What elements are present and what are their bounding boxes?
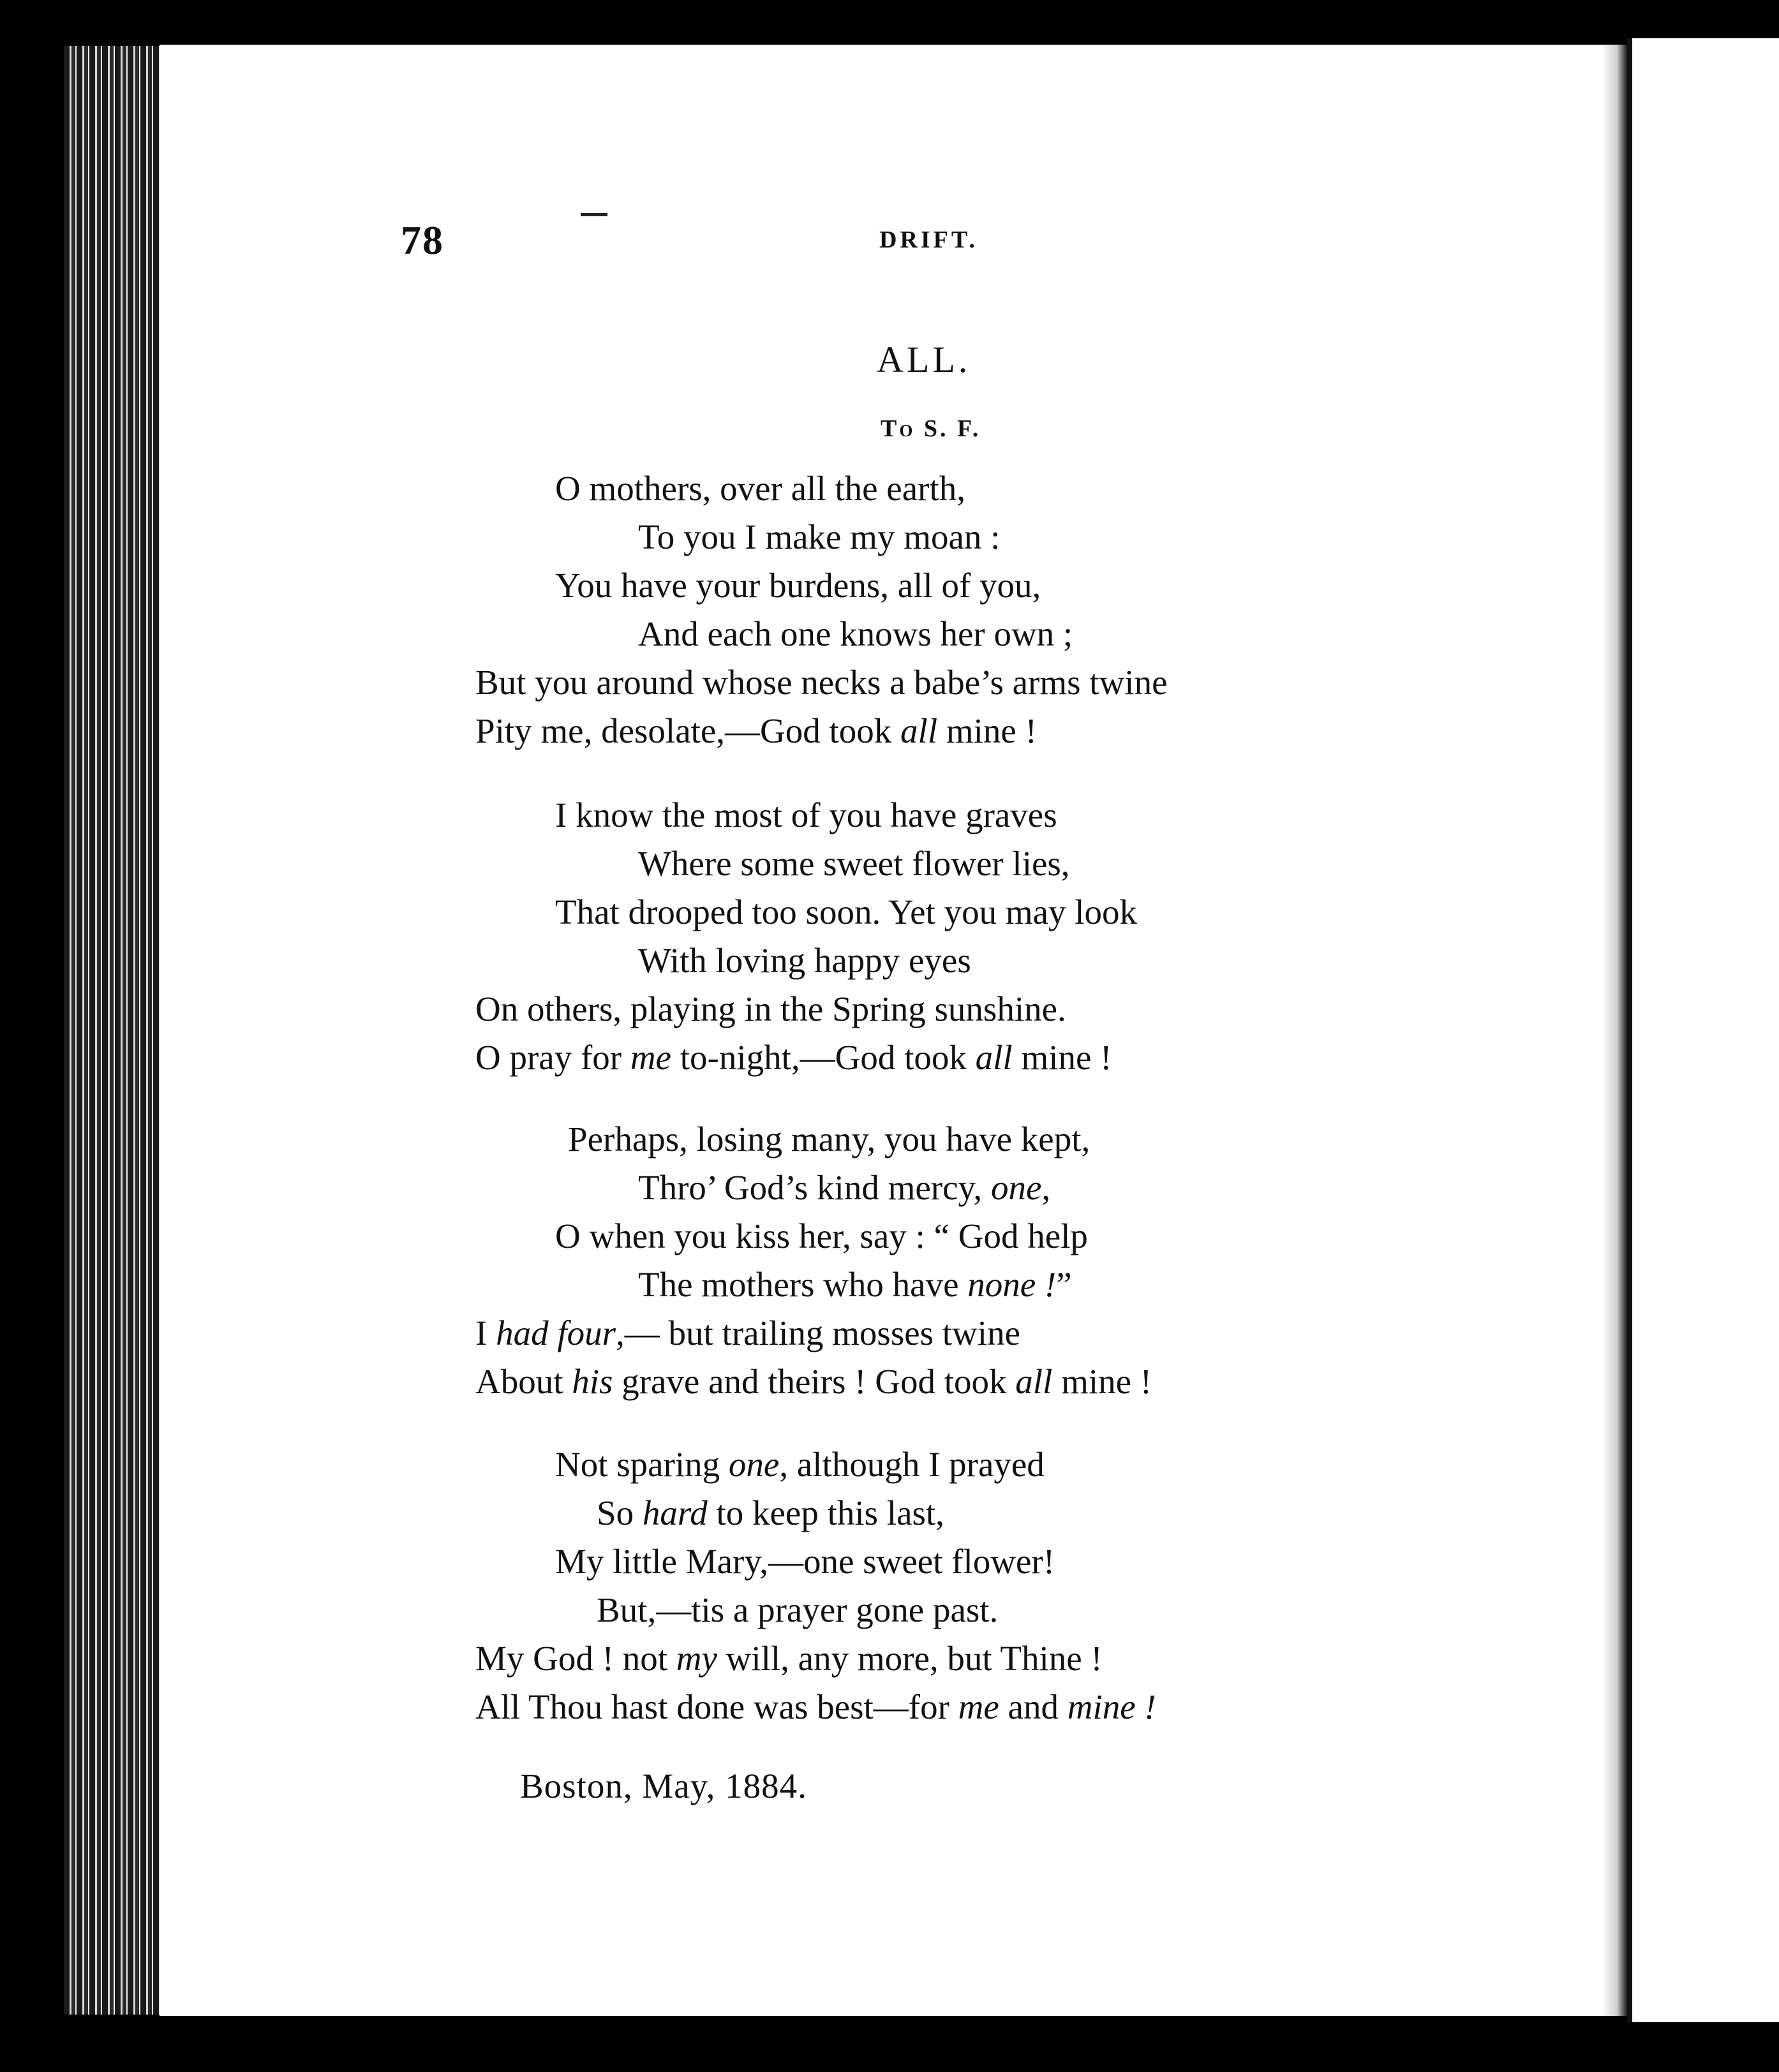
poem-line: Thro’ God’s kind mercy, one,: [638, 1168, 1051, 1207]
poem-line: O when you kiss her, say : “ God help: [555, 1217, 1088, 1255]
poem-line: I had four,— but trailing mosses twine: [475, 1314, 1020, 1352]
poem-line: All Thou hast done was best—for me and mine !: [475, 1687, 1156, 1726]
poem-dedication: To S. F.: [881, 415, 981, 442]
poem-line: I know the most of you have graves: [555, 796, 1057, 834]
poem-line: Not sparing one, although I prayed: [555, 1445, 1045, 1484]
poem-line: With loving happy eyes: [638, 941, 971, 980]
page-number: 78: [401, 218, 444, 263]
poem-line: Pity me, desolate,—God took all mine !: [475, 711, 1037, 750]
poem-line: And each one knows her own ;: [638, 614, 1073, 653]
poem-line: So hard to keep this last,: [597, 1493, 944, 1532]
poem-line: O mothers, over all the earth,: [555, 469, 965, 508]
poem-signature: Boston, May, 1884.: [520, 1766, 807, 1805]
running-title: DRIFT.: [879, 226, 978, 253]
facing-page-edge: [1627, 38, 1632, 2022]
stanza-4: [475, 1440, 1369, 1731]
poem-line: My little Mary,—one sweet flower!: [555, 1542, 1055, 1581]
poem-line: You have your burdens, all of you,: [555, 566, 1041, 605]
ink-mark: [581, 213, 607, 216]
stanza-2: [475, 791, 1369, 1082]
poem-line: But,—tis a prayer gone past.: [597, 1590, 999, 1629]
poem-line: Perhaps, losing many, you have kept,: [568, 1120, 1090, 1158]
poem-line: O pray for me to-night,—God took all mine !: [475, 1038, 1112, 1077]
stanza-1: [475, 464, 1369, 755]
running-head: [0, 217, 1779, 268]
poem-line: The mothers who have none !”: [638, 1265, 1072, 1304]
facing-page: [1627, 38, 1779, 2022]
poem-line: That drooped too soon. Yet you may look: [555, 892, 1138, 931]
book-page-edges: [64, 46, 160, 2015]
poem-line: On others, playing in the Spring sunshine.: [475, 989, 1066, 1028]
poem-line: About his grave and theirs ! God took all mine !: [475, 1362, 1152, 1401]
stanza-3: [475, 1115, 1369, 1406]
gutter-shadow: [1602, 45, 1627, 2016]
poem-title: ALL.: [877, 339, 971, 380]
poem-line: My God ! not my will, any more, but Thine !: [475, 1639, 1103, 1678]
poem-line: To you I make my moan :: [638, 517, 1001, 556]
poem-line: Where some sweet flower lies,: [638, 844, 1070, 883]
poem-line: But you around whose necks a babe’s arms twine: [475, 663, 1168, 702]
